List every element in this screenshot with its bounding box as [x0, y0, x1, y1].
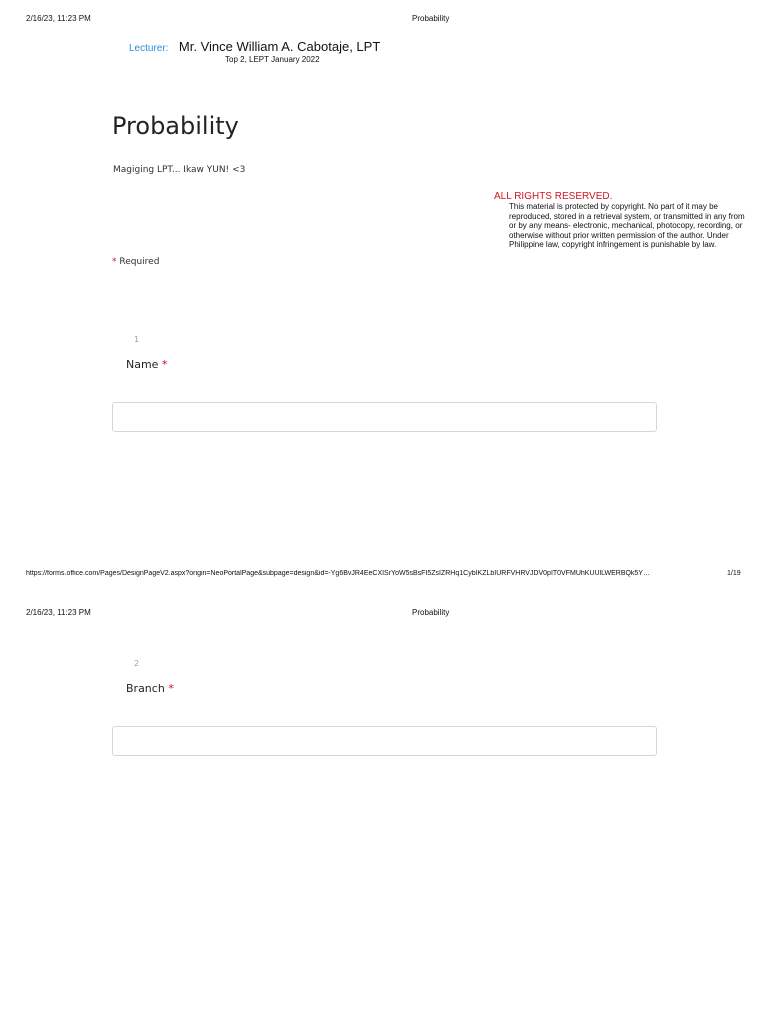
lecturer-name: Mr. Vince William A. Cabotaje, LPT — [178, 39, 381, 54]
question-label-text: Branch — [126, 682, 165, 695]
required-label: Required — [119, 257, 160, 267]
print-title: Probability — [412, 14, 450, 23]
print-url: https://forms.office.com/Pages/DesignPageV2.aspx?origin=NeoPortalPage&subpage=design&id=-Yg6BvJR4EeCXISrYoW5sBsFI5ZsIZRHq1CybIKZLbIURFVHRVJDV0pIT0VFMUhKUUlLWERBQk5Y… — [26, 570, 650, 577]
lecturer-banner — [129, 38, 380, 56]
question-label-name — [126, 358, 167, 371]
lecturer-subtitle: Top 2, LEPT January 2022 — [225, 55, 320, 64]
branch-input[interactable] — [112, 726, 657, 756]
lecturer-label: Lecturer: — [129, 43, 169, 54]
question-number: 2 — [134, 659, 140, 668]
question-number: 1 — [134, 335, 140, 344]
required-note — [112, 257, 159, 267]
name-input[interactable] — [112, 402, 657, 432]
question-label-text: Name — [126, 358, 159, 371]
form-description: Magiging LPT... Ikaw YUN! <3 — [113, 165, 246, 175]
print-header — [0, 14, 768, 26]
print-footer — [0, 570, 768, 582]
print-header-page-2 — [0, 608, 768, 620]
rights-text: This material is protected by copyright. No part of it may be reproduced, stored in a retrieval system, or transmitted in any from or by any means- electronic, mechanical, photocopy, recording, or otherwise without prior written permission of the author. Under Philippine law, copyright infringement is punishable by law. — [509, 202, 745, 250]
form-title: Probability — [112, 112, 239, 140]
print-title: Probability — [412, 608, 450, 617]
print-date: 2/16/23, 11:23 PM — [26, 608, 91, 617]
question-label-branch — [126, 682, 174, 695]
required-star: * — [112, 257, 117, 267]
required-star: * — [161, 358, 168, 371]
rights-heading: ALL RIGHTS RESERVED. — [494, 191, 613, 202]
required-star: * — [168, 682, 174, 695]
print-date: 2/16/23, 11:23 PM — [26, 14, 91, 23]
print-page-number: 1/19 — [727, 570, 741, 577]
